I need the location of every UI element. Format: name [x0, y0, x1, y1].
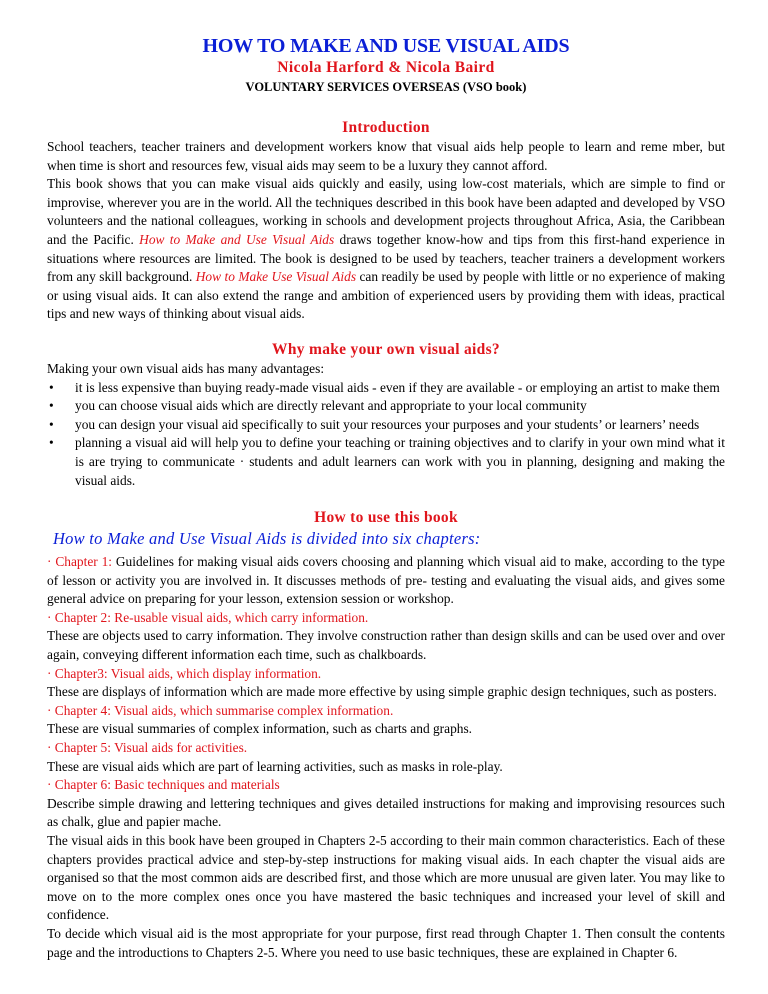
bullet-icon: •	[49, 379, 54, 395]
publisher: VOLUNTARY SERVICES OVERSEAS (VSO book)	[245, 80, 527, 94]
chapter-2-label: · Chapter 2: Re-usable visual aids, which carry information.	[47, 609, 369, 625]
intro-heading: Introduction	[342, 119, 430, 136]
intro-paragraph-2: This book shows that you can make visual aids quickly and easily, using low-cost materials, which are simple to find or improvise, wherever you are in the world. All the techniques described in this book have been adapted and developed by VSO volunteers and the national colleagues, working in schools and development projects throughout Africa, Asia, the Caribbean and the Pacific. How to Make and Use Visual Aids draws together know-how and tips from this first-hand experience in situations where resources are limited. The book is designed to be used by teachers, teacher trainers a development workers from any skill background. How to Make Use Visual Aids can readily be used by people with little or no experience of making or using visual aids. It can also extend the range and ambition of experienced users by providing them with ideas, practical tips and new ways of thinking about visual aids.	[47, 176, 726, 322]
chapter-6-text: Describe simple drawing and lettering techniques and gives detailed instructions for making and improvising resources such as chalk, glue and papier mache.	[47, 795, 725, 830]
chapter-3-label: · Chapter3: Visual aids, which display information.	[47, 665, 322, 681]
howto-heading: How to use this book	[314, 509, 458, 527]
advantages-list	[47, 379, 725, 491]
list-item: • planning a visual aid will help you to define your teaching or training objectives and to clarify in your own mind what it is are trying to communicate · students and adult learners can work with you in planning, designing and making the visual aids.	[49, 435, 725, 488]
closing-paragraph-2: To decide which visual aid is the most appropriate for your purpose, first read through Chapter 1. Then consult the contents page and the introductions to Chapters 2-5. Where you need to use basic techniques, these are explained in Chapter 6.	[47, 925, 725, 960]
document-page	[47, 34, 725, 962]
closing-paragraph-1: The visual aids in this book have been grouped in Chapters 2-5 according to their main common characteristics. Each of these chapters provides practical advice and step-by-step instructions for making visual aids. In each chapter the visual aids are organised so that the most common aids are described first, and those which are more unusual are given later. You may like to move on to the more complex ones once you have mastered the basic techniques and increased your level of skill and confidence.	[47, 833, 725, 923]
book-title-ref: How to Make Use Visual Aids	[195, 269, 357, 285]
bullet-icon: •	[49, 398, 54, 414]
intro-paragraph-1: School teachers, teacher trainers and development workers know that visual aids help people to learn and reme mber, but when time is short and resources few, visual aids may seem to be a luxury they cannot afford.	[47, 139, 725, 173]
book-title-ref: How to Make and Use Visual Aids	[139, 231, 335, 247]
list-item: • it is less expensive than buying ready-made visual aids - even if they are available - or employing an artist to make them	[47, 379, 725, 398]
chapter-2-text: These are objects used to carry information. They involve construction rather than design skills and can be used over and over again, conveying different information each time, such as chalkboards.	[47, 628, 725, 663]
chapter-5-text: These are visual aids which are part of learning activities, such as masks in role-play.	[47, 758, 503, 774]
authors: Nicola Harford & Nicola Baird	[277, 59, 495, 76]
chapter-3-text: These are displays of information which are made more effective by using simple graphic design techniques, such as posters.	[47, 684, 717, 700]
chapter-1-label: · Chapter 1:	[47, 554, 113, 570]
document-title: HOW TO MAKE AND USE VISUAL AIDS	[202, 35, 570, 57]
chapter-4-text: These are visual summaries of complex information, such as charts and graphs.	[47, 721, 473, 737]
howto-subtitle: How to Make and Use Visual Aids is divided into six chapters:	[53, 529, 481, 549]
bullet-icon: •	[49, 435, 54, 451]
chapter-6-label: · Chapter 6: Basic techniques and materials	[47, 777, 280, 793]
why-heading: Why make your own visual aids?	[272, 340, 500, 358]
list-item: • you can design your visual aid specifically to suit your resources your purposes and your students’ or learners’ needs	[47, 416, 725, 435]
bullet-icon: •	[49, 416, 54, 432]
chapter-4-label: · Chapter 4: Visual aids, which summarise complex information.	[47, 702, 394, 718]
chapter-5-label: · Chapter 5: Visual aids for activities.	[47, 740, 248, 756]
list-item: • you can choose visual aids which are directly relevant and appropriate to your local community	[47, 397, 725, 416]
why-lead: Making your own visual aids has many advantages:	[47, 360, 325, 376]
chapter-1-paragraph: · Chapter 1: Guidelines for making visual aids covers choosing and planning which visual aid to make, according to the type of lesson or activity you are involved in. It discusses methods of pre- testing and evaluating the visual aids, and gives some general advice on preparing for your lesson, extension session or workshop.	[47, 554, 725, 607]
